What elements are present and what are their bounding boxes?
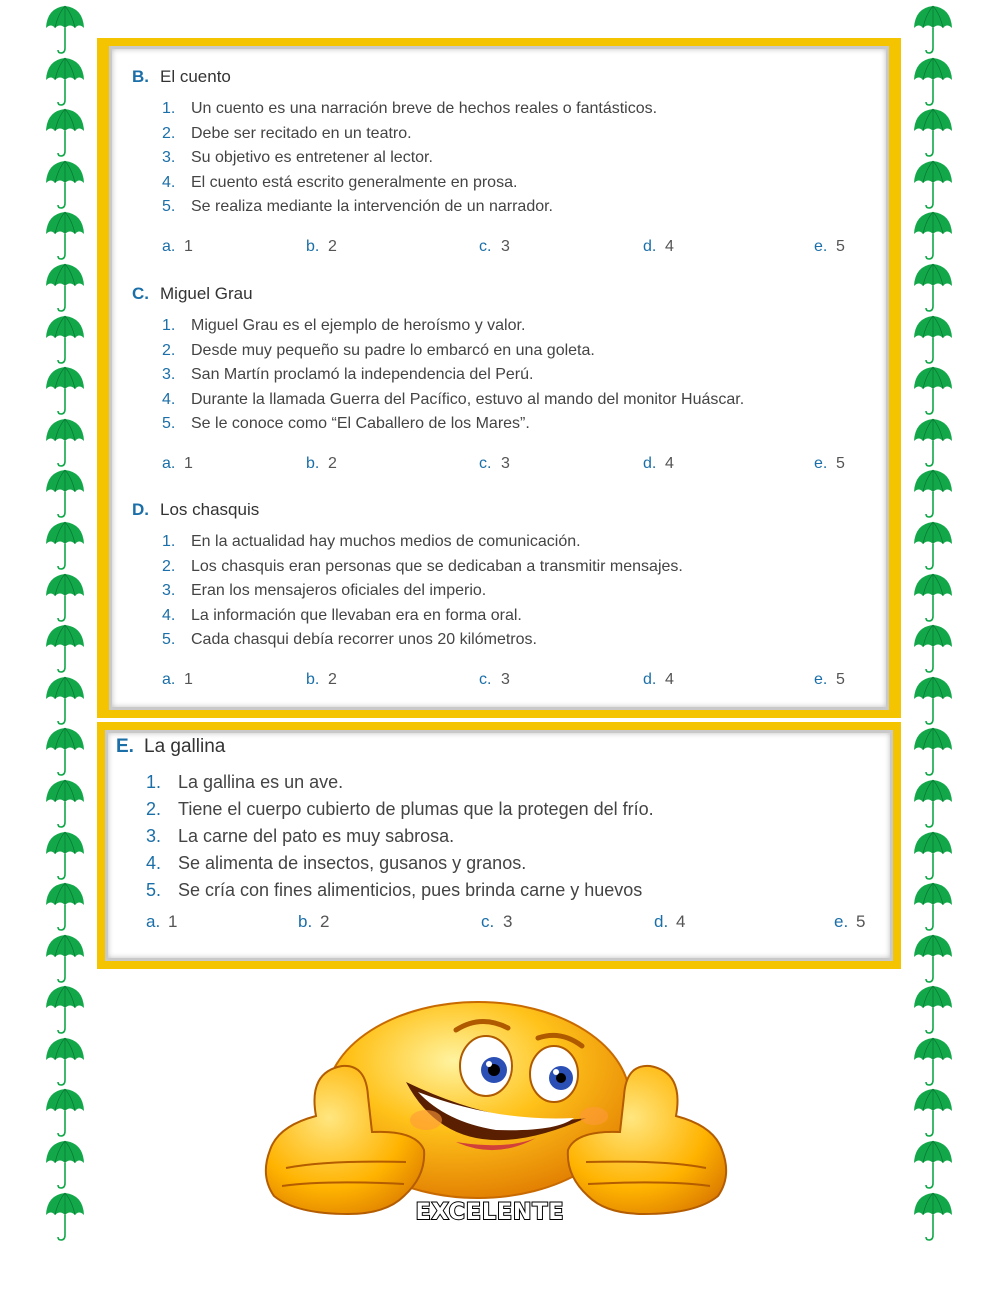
statement-text: Debe ser recitado en un teatro. [191, 124, 412, 142]
statement-text: Durante la llamada Guerra del Pacífico, estuvo al mando del monitor Huáscar. [191, 390, 745, 408]
option-value: 1 [184, 670, 193, 688]
umbrella-icon [44, 1191, 86, 1243]
statement-item [162, 314, 866, 339]
option-letter: c. [481, 912, 495, 931]
answer-options [132, 671, 866, 695]
statement-item [146, 769, 882, 796]
option-letter: c. [479, 237, 492, 255]
umbrella-icon [912, 675, 954, 727]
umbrella-icon [912, 830, 954, 882]
option-e[interactable] [814, 238, 845, 256]
statement-item [162, 122, 866, 147]
answer-options [132, 238, 866, 262]
option-value: 1 [184, 454, 193, 472]
option-letter: e. [814, 237, 828, 255]
section-title: Los chasquis [160, 500, 260, 519]
umbrella-icon [912, 210, 954, 262]
option-c[interactable] [479, 671, 510, 689]
option-value: 4 [665, 237, 674, 255]
statement-item [146, 823, 882, 850]
statement-item [162, 628, 866, 653]
statement-number: 4. [146, 853, 162, 873]
option-d[interactable] [643, 238, 674, 256]
option-b[interactable] [306, 238, 337, 256]
umbrella-icon [44, 572, 86, 624]
left-umbrella-border [44, 4, 86, 1242]
questions-frame-top [97, 38, 901, 718]
section-letter: B. [132, 67, 149, 86]
questions-panel [109, 46, 889, 710]
statement-number: 1. [162, 100, 176, 117]
statement-text: Los chasquis eran personas que se dedicaban a transmitir mensajes. [191, 557, 683, 575]
umbrella-icon [44, 468, 86, 520]
statement-number: 1. [162, 533, 176, 550]
statement-number: 1. [146, 772, 162, 792]
umbrella-icon [44, 210, 86, 262]
section-heading [132, 498, 866, 522]
option-b[interactable] [298, 912, 329, 932]
umbrella-icon [912, 365, 954, 417]
section-letter: C. [132, 284, 149, 303]
statement-text: La gallina es un ave. [178, 772, 344, 792]
umbrella-icon [912, 56, 954, 108]
statement-number: 3. [162, 582, 176, 599]
statement-number: 4. [162, 390, 176, 408]
statement-number: 5. [146, 880, 162, 900]
section-d [132, 498, 866, 695]
statement-number: 2. [146, 799, 162, 819]
statement-list [146, 769, 882, 904]
statement-item [162, 579, 866, 604]
statement-number: 3. [162, 366, 176, 383]
option-value: 2 [328, 237, 337, 255]
section-c [132, 282, 866, 479]
umbrella-icon [912, 417, 954, 469]
statement-item [146, 796, 882, 823]
section-heading [132, 282, 866, 306]
section-title: La gallina [144, 736, 226, 757]
statement-number: 5. [162, 631, 176, 648]
option-e[interactable] [834, 912, 865, 932]
statement-text: Se le conoce como “El Caballero de los Mares”. [191, 415, 530, 432]
option-e[interactable] [814, 455, 845, 473]
statement-item [162, 604, 866, 629]
statement-number: 4. [162, 173, 176, 191]
statement-text: Un cuento es una narración breve de hechos reales o fantásticos. [191, 100, 658, 117]
right-umbrella-border [912, 4, 954, 1242]
option-value: 5 [856, 912, 866, 931]
umbrella-icon [44, 417, 86, 469]
option-b[interactable] [306, 455, 337, 473]
statement-text: San Martín proclamó la independencia del Perú. [191, 366, 534, 383]
option-letter: e. [834, 912, 849, 931]
umbrella-icon [912, 520, 954, 572]
statement-text: Se realiza mediante la intervención de un narrador. [191, 198, 553, 215]
statement-number: 5. [162, 415, 176, 432]
statement-item [162, 530, 866, 555]
option-value: 3 [503, 912, 513, 931]
statement-text: Eran los mensajeros oficiales del imperio. [191, 582, 487, 599]
statement-item [162, 339, 866, 364]
statement-text: Se alimenta de insectos, gusanos y granos. [178, 853, 527, 873]
umbrella-icon [44, 623, 86, 675]
answer-options [116, 912, 882, 936]
option-letter: a. [162, 670, 176, 688]
option-letter: d. [643, 670, 657, 688]
option-value: 4 [676, 912, 686, 931]
option-letter: b. [306, 454, 320, 472]
umbrella-icon [44, 881, 86, 933]
umbrella-icon [912, 1191, 954, 1243]
statement-text: En la actualidad hay muchos medios de comunicación. [191, 533, 581, 550]
umbrella-icon [912, 881, 954, 933]
option-value: 4 [665, 454, 674, 472]
statement-text: Miguel Grau es el ejemplo de heroísmo y valor. [191, 317, 526, 334]
statement-text: Cada chasqui debía recorrer unos 20 kilómetros. [191, 631, 537, 648]
thumbs-up-smiley [256, 1000, 736, 1240]
umbrella-icon [912, 262, 954, 314]
option-a[interactable] [162, 238, 193, 256]
statement-item [162, 195, 866, 220]
option-value: 3 [501, 670, 510, 688]
umbrella-icon [44, 314, 86, 366]
option-value: 5 [836, 454, 845, 472]
umbrella-icon [912, 314, 954, 366]
statement-text: Desde muy pequeño su padre lo embarcó en una goleta. [191, 341, 595, 359]
option-d[interactable] [643, 455, 674, 473]
statement-item [162, 171, 866, 196]
statement-text: La información que llevaban era en forma oral. [191, 606, 522, 624]
option-letter: c. [479, 454, 492, 472]
option-letter: b. [306, 237, 320, 255]
option-value: 2 [320, 912, 330, 931]
option-letter: e. [814, 670, 828, 688]
option-letter: e. [814, 454, 828, 472]
statement-item [162, 412, 866, 437]
section-b [132, 65, 866, 262]
option-letter: b. [298, 912, 313, 931]
umbrella-icon [44, 984, 86, 1036]
umbrella-icon [44, 1087, 86, 1139]
umbrella-icon [44, 726, 86, 778]
option-c[interactable] [479, 455, 510, 473]
option-d[interactable] [643, 671, 674, 689]
umbrella-icon [912, 984, 954, 1036]
option-c[interactable] [481, 912, 512, 932]
option-value: 3 [501, 454, 510, 472]
option-b[interactable] [306, 671, 337, 689]
option-letter: d. [654, 912, 669, 931]
statement-number: 3. [146, 826, 162, 846]
umbrella-icon [44, 1139, 86, 1191]
statement-number: 2. [162, 557, 176, 575]
option-value: 2 [328, 670, 337, 688]
option-a[interactable] [146, 912, 177, 932]
thumbs-up-smiley-icon [256, 1000, 736, 1240]
section-title: El cuento [160, 67, 231, 86]
option-value: 1 [168, 912, 178, 931]
umbrella-icon [912, 107, 954, 159]
statement-item [162, 146, 866, 171]
umbrella-icon [44, 56, 86, 108]
option-e[interactable] [814, 671, 845, 689]
umbrella-icon [44, 830, 86, 882]
section-letter: D. [132, 500, 149, 519]
statement-item [146, 877, 882, 904]
statement-text: La carne del pato es muy sabrosa. [178, 826, 455, 846]
umbrella-icon [44, 675, 86, 727]
statement-list [162, 530, 866, 653]
statement-item [146, 850, 882, 877]
option-letter: d. [643, 454, 657, 472]
statement-number: 5. [162, 198, 176, 215]
option-letter: c. [479, 670, 492, 688]
statement-number: 3. [162, 149, 176, 166]
option-a[interactable] [162, 455, 193, 473]
statement-item [162, 388, 866, 413]
umbrella-icon [912, 159, 954, 211]
option-c[interactable] [479, 238, 510, 256]
option-letter: a. [146, 912, 161, 931]
section-e [116, 735, 882, 936]
umbrella-icon [44, 520, 86, 572]
umbrella-icon [912, 1087, 954, 1139]
umbrella-icon [44, 365, 86, 417]
option-value: 4 [665, 670, 674, 688]
umbrella-icon [44, 262, 86, 314]
statement-number: 2. [162, 124, 176, 142]
umbrella-icon [912, 1139, 954, 1191]
umbrella-icon [44, 107, 86, 159]
option-letter: a. [162, 454, 176, 472]
umbrella-icon [912, 726, 954, 778]
umbrella-icon [44, 933, 86, 985]
questions-frame-bottom [97, 722, 901, 969]
umbrella-icon [44, 4, 86, 56]
statement-list [162, 314, 866, 437]
option-a[interactable] [162, 671, 193, 689]
umbrella-icon [44, 1036, 86, 1088]
excelente-caption: EXCELENTE [415, 1200, 565, 1225]
umbrella-icon [44, 159, 86, 211]
statement-text: Tiene el cuerpo cubierto de plumas que la protegen del frío. [178, 799, 654, 819]
answer-options [132, 455, 866, 479]
statement-number: 2. [162, 341, 176, 359]
statement-number: 1. [162, 317, 176, 334]
statement-list [162, 97, 866, 220]
option-value: 1 [184, 237, 193, 255]
option-value: 5 [836, 670, 845, 688]
option-value: 3 [501, 237, 510, 255]
statement-text: Su objetivo es entretener al lector. [191, 149, 433, 166]
umbrella-icon [912, 623, 954, 675]
statement-item [162, 555, 866, 580]
section-heading [132, 65, 866, 89]
option-value: 2 [328, 454, 337, 472]
section-letter: E. [116, 736, 134, 757]
option-letter: a. [162, 237, 176, 255]
section-title: Miguel Grau [160, 284, 253, 303]
questions-panel [105, 730, 893, 961]
statement-text: El cuento está escrito generalmente en prosa. [191, 173, 518, 191]
statement-number: 4. [162, 606, 176, 624]
option-d[interactable] [654, 912, 685, 932]
umbrella-icon [912, 933, 954, 985]
option-value: 5 [836, 237, 845, 255]
statement-item [162, 363, 866, 388]
option-letter: b. [306, 670, 320, 688]
statement-text: Se cría con fines alimenticios, pues brinda carne y huevos [178, 880, 643, 900]
umbrella-icon [44, 778, 86, 830]
option-letter: d. [643, 237, 657, 255]
section-heading [116, 735, 882, 759]
umbrella-icon [912, 468, 954, 520]
statement-item [162, 97, 866, 122]
umbrella-icon [912, 572, 954, 624]
umbrella-icon [912, 778, 954, 830]
umbrella-icon [912, 4, 954, 56]
umbrella-icon [912, 1036, 954, 1088]
